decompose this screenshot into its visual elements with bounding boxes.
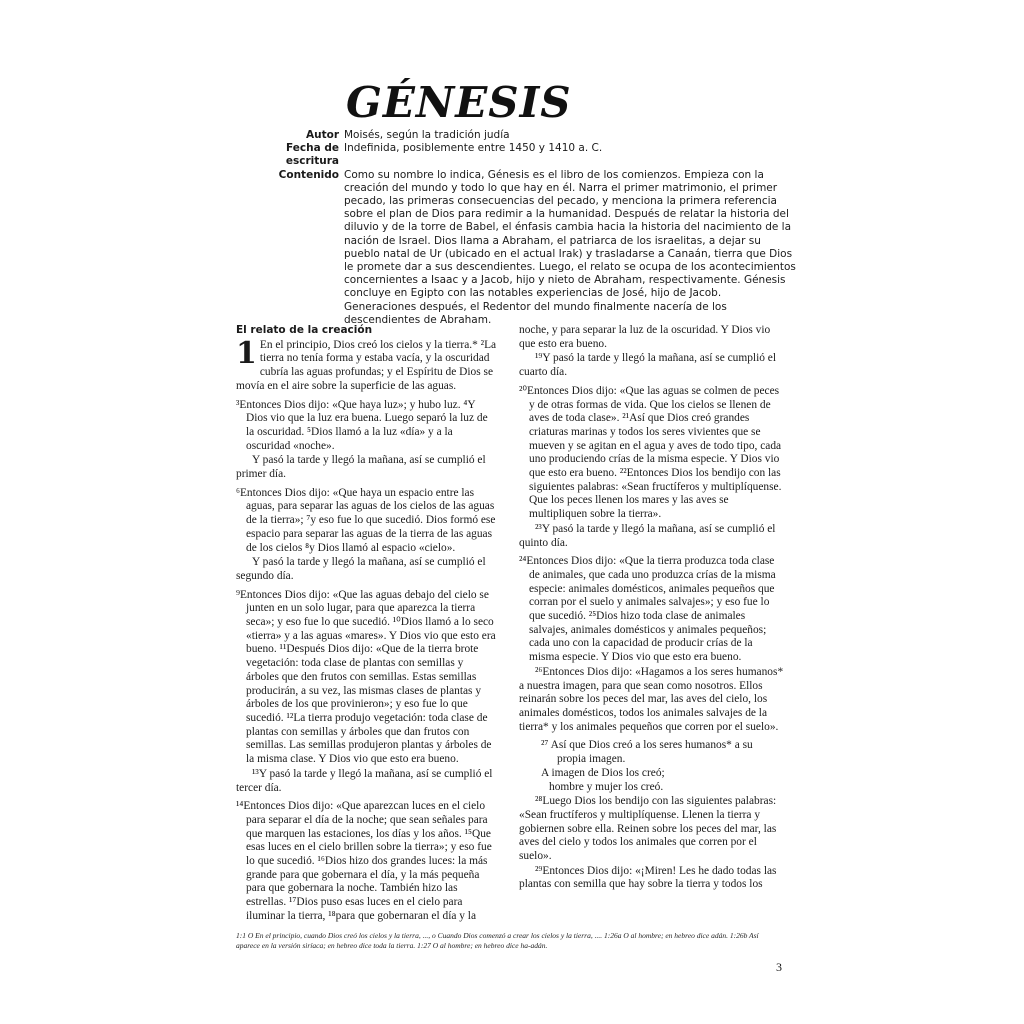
poem-line: ²⁷ Así que Dios creó a los seres humanos* a su	[541, 739, 753, 752]
content-value: Como su nombre lo indica, Génesis es el libro de los comienzos. Empieza con la creación del mundo y todo lo que hay en él. Narra el primer matrimonio, el primer pecado, las primeras consecuencias del pecado, y menciona la primera referencia sobre el plan de Dios para redimir a la humanidad. Después de relatar la historia del diluvio y de la torre de Babel, el énfasis cambia hacia la historia del nacimiento de la nación de Israel. Dios llama a Abraham, el patriarca de los israelitas, a dejar su pueblo natal de Ur (ubicado en el actual Irak) y trasladarse a Canaán, tierra que Dios le promete dar a sus descendientes. Luego, el relato se ocupa de los acontecimientos concernientes a Isaac y a Jacob, hijo y nieto de Abraham, respectivamente. Génesis concluye en Egipto con las notables experiencias de José, hijo de Jacob. Generaciones después, el Redentor del mundo finalmente nacería de los descendientes de Abraham.	[344, 168, 796, 326]
chapter-number: 1	[236, 335, 257, 371]
verse-paragraph: ¹⁴Entonces Dios dijo: «Que aparezcan luces en el cielo para separar el día de la noche; que sean señales para que marquen las estaciones, los días y los años. ¹⁵Que esas luces en el cielo brillen sobre la tierra»; y eso fue lo que sucedió. ¹⁶Dios hizo dos grandes luces: la más grande para que gobernara el día, y la más pequeña para que gobernara la noche. También hizo las estrellas. ¹⁷Dios puso esas luces en el cielo para iluminar la tierra, ¹⁸para que gobernaran el día y la	[236, 800, 492, 922]
poem-block	[519, 739, 785, 794]
poem-line: hombre y mujer los creó.	[549, 780, 664, 793]
content-label: Contenido	[278, 168, 339, 181]
verse-paragraph: ⁹Entonces Dios dijo: «Que las aguas debajo del cielo se junten en un solo lugar, para que aparezca la tierra seca»; y eso fue lo que sucedió. ¹⁰Dios llamó a lo seco «tierra» y a las aguas «mares». Y Dios vio que esto era bueno. ¹¹Después Dios dijo: «Que de la tierra brote vegetación: toda clase de plantas con semillas y árboles que den frutos con semillas. Estas semillas producirán, a su vez, las mismas clases de plantas y árboles de los que provinieron»; y eso fue lo que sucedió. ¹²La tierra produjo vegetación: toda clase de plantas con semillas y árboles que dan frutos con semillas. Las semillas produjeron plantas y árboles de la misma clase. Y Dios vio que esto era bueno.	[236, 588, 496, 766]
verse-text: En el principio, Dios creó los cielos y la tierra.* ²La tierra no tenía forma y estaba vacía, y la oscuridad cubría las aguas profundas; y el Espíritu de Dios se movía en el aire sobre la superficie de las aguas.	[236, 338, 497, 392]
author-label: Autor	[305, 129, 339, 141]
verse-paragraph: ⁶Entonces Dios dijo: «Que haya un espacio entre las aguas, para separar las aguas de los cielos de las aguas de la tierra»; ⁷y eso fue lo que sucedió. Dios formó ese espacio para separar las aguas de la tierra de las aguas de los cielos ⁸y Dios llamó al espacio «cielo».	[236, 486, 496, 554]
verse-paragraph: Y pasó la tarde y llegó la mañana, así se cumplió el primer día.	[236, 454, 486, 481]
page-number: 3	[776, 960, 782, 974]
verse-paragraph: ²³Y pasó la tarde y llegó la mañana, así se cumplió el quinto día.	[519, 522, 776, 549]
left-column	[236, 324, 498, 929]
verse-paragraph: ¹⁹Y pasó la tarde y llegó la mañana, así se cumplió el cuarto día.	[519, 352, 777, 379]
book-introduction	[236, 129, 796, 327]
section-heading: El relato de la creación	[236, 324, 373, 336]
book-title: GÉNESIS	[346, 78, 572, 127]
verse-paragraph: ³Entonces Dios dijo: «Que haya luz»; y hubo luz. ⁴Y Dios vio que la luz era buena. Luego separó la luz de la oscuridad. ⁵Dios llamó a la luz «día» y a la oscuridad «noche».	[236, 398, 488, 452]
verse-paragraph: ²⁰Entonces Dios dijo: «Que las aguas se colmen de peces y de otras formas de vida. Que los cielos se llenen de aves de toda clase». ²¹Así que Dios creó grandes criaturas marinas y todos los seres vivientes que se mueven y se agitan en el agua y aves de todo tipo, cada uno produciendo crías de la misma especie. Y Dios vio que esto era bueno. ²²Entonces Dios los bendijo con las siguientes palabras: «Sean fructíferos y multiplíquense. Que los peces llenen los mares y las aves se multipliquen sobre la tierra».	[519, 384, 782, 521]
verse-paragraph: ¹³Y pasó la tarde y llegó la mañana, así se cumplió el tercer día.	[236, 767, 493, 794]
verse-paragraph: Y pasó la tarde y llegó la mañana, así se cumplió el segundo día.	[236, 556, 486, 582]
content-row	[236, 169, 796, 327]
date-label: Fecha de escritura	[285, 142, 339, 168]
author-row	[236, 129, 796, 142]
footnotes: 1:1 O En el principio, cuando Dios creó los cielos y la tierra, ..., o Cuando Dios comenzó a crear los cielos y la tierra, .... 1:26a O al hombre; en hebreo dice adán. 1:26b Así aparece en la versión siríaca; en hebreo dice toda la tierra. 1:27 O al hombre; en hebreo dice ha-adán.	[236, 931, 759, 950]
verse-paragraph: ²⁹Entonces Dios dijo: «¡Miren! Les he dado todas las plantas con semilla que hay sobre la tierra y todos los	[519, 864, 777, 891]
date-row	[236, 142, 796, 168]
right-column	[519, 324, 785, 897]
date-value: Indefinida, posiblemente entre 1450 y 1410 a. C.	[344, 142, 603, 155]
verse-paragraph: noche, y para separar la luz de la oscuridad. Y Dios vio que esto era bueno.	[519, 324, 771, 350]
verse-paragraph: ²⁸Luego Dios los bendijo con las siguientes palabras: «Sean fructíferos y multiplíquense. Llenen la tierra y gobiernen sobre ella. Reinen sobre los peces del mar, las aves del cielo y todos los animales que corren por el suelo».	[519, 795, 777, 863]
poem-line: A imagen de Dios los creó;	[541, 766, 665, 779]
verse-paragraph	[236, 335, 498, 394]
poem-line: propia imagen.	[557, 753, 626, 766]
author-value: Moisés, según la tradición judía	[344, 129, 510, 141]
verse-paragraph: ²⁴Entonces Dios dijo: «Que la tierra produzca toda clase de animales, que cada uno produzca crías de la misma especie: animales domésticos, animales pequeños que corran por el suelo y animales salvajes»; y eso fue lo que sucedió. ²⁵Dios hizo toda clase de animales salvajes, animales domésticos y animales pequeños; cada uno con la capacidad de producir crías de la misma especie. Y Dios vio que esto era bueno.	[519, 555, 776, 664]
verse-paragraph: ²⁶Entonces Dios dijo: «Hagamos a los seres humanos* a nuestra imagen, para que sean como nosotros. Ellos reinarán sobre los peces del mar, las aves del cielo, los animales domésticos, todos los animales salvajes de la tierra* y los animales pequeños que corren por el suelo».	[519, 665, 784, 733]
